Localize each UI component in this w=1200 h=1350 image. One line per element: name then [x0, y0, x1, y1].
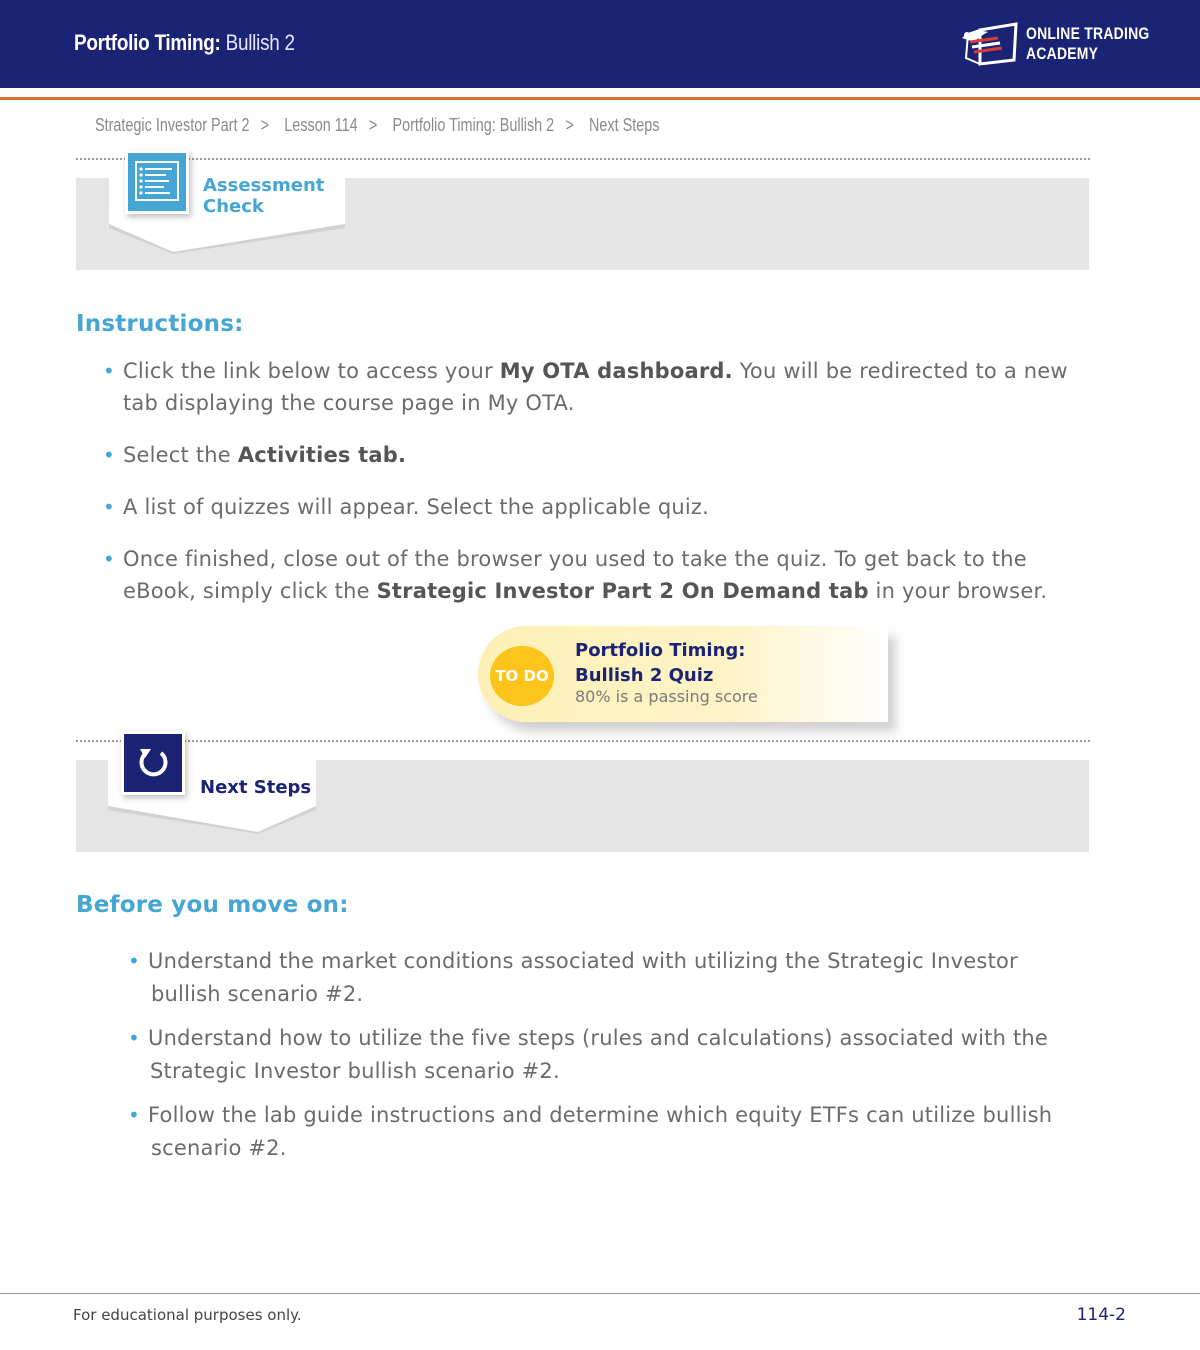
breadcrumb-item-lesson[interactable]: Lesson 114: [284, 115, 358, 135]
list-item-text: bullish scenario #2.: [151, 982, 364, 1006]
page-title-light: Bullish 2: [225, 30, 295, 55]
footer-rule: [0, 1293, 1200, 1294]
list-item-text: Understand the market conditions associated with utilizing the Strategic Investor: [148, 949, 1018, 973]
instructions-heading: Instructions:: [76, 311, 244, 337]
logo-wordmark: [1026, 24, 1149, 64]
list-item-bold[interactable]: My OTA dashboard.: [499, 359, 733, 383]
list-item-text: Once finished, close out of the browser you used to take the quiz. To get back to the eBook, simply click the: [123, 547, 1027, 603]
next-steps-label: Next Steps: [200, 777, 312, 798]
breadcrumb-separator: >: [368, 115, 378, 135]
quiz-todo-card[interactable]: [478, 626, 888, 722]
bullet-icon: •: [103, 359, 115, 383]
list-item-text: scenario #2.: [151, 1136, 287, 1160]
list-item: [128, 1099, 1108, 1165]
assessment-label-line-2: Check: [203, 196, 264, 217]
list-item-text: Follow the lab guide instructions and determine which equity ETFs can utilize bullish: [148, 1103, 1053, 1127]
breadcrumb-item-next-steps[interactable]: Next Steps: [589, 115, 660, 135]
page-number: 114-2: [1076, 1305, 1126, 1325]
quiz-passing-score: 80% is a passing score: [575, 687, 758, 706]
quiz-title[interactable]: [575, 638, 875, 688]
list-item-text: in your browser.: [868, 579, 1048, 603]
list-item: [103, 491, 1093, 523]
ota-logo: [958, 20, 1150, 70]
bullet-icon: •: [128, 1026, 140, 1050]
list-item-text: Strategic Investor bullish scenario #2.: [150, 1059, 560, 1083]
bullet-icon: •: [103, 547, 115, 571]
page-header: [0, 0, 1200, 88]
footer-disclaimer: For educational purposes only.: [73, 1306, 302, 1324]
list-item: [128, 1022, 1108, 1088]
breadcrumb-item-topic[interactable]: Portfolio Timing: Bullish 2: [392, 115, 555, 135]
page-title-strong: Portfolio Timing:: [74, 30, 221, 55]
quiz-title-line-1: Portfolio Timing:: [575, 640, 746, 661]
checklist-icon: [125, 150, 189, 214]
list-item: [103, 543, 1093, 607]
breadcrumb: [95, 115, 671, 136]
bullet-icon: •: [128, 949, 140, 973]
breadcrumb-separator: >: [260, 115, 270, 135]
header-accent-rule: [0, 97, 1200, 100]
list-item-bold: Strategic Investor Part 2 On Demand tab: [376, 579, 869, 603]
breadcrumb-separator: >: [565, 115, 574, 135]
list-item: [103, 439, 1093, 471]
assessment-label: [203, 175, 324, 217]
page-title: [74, 30, 295, 56]
list-item-text: Click the link below to access your: [123, 359, 500, 383]
logo-line-1: ONLINE TRADING: [1026, 24, 1150, 43]
list-item-text: A list of quizzes will appear. Select the applicable quiz.: [123, 495, 710, 519]
logo-line-2: ACADEMY: [1026, 44, 1099, 63]
list-item-text: Understand how to utilize the five steps (rules and calculations) associated with the: [148, 1026, 1049, 1050]
assessment-label-line-1: Assessment: [203, 175, 325, 196]
breadcrumb-item-course[interactable]: Strategic Investor Part 2: [95, 115, 250, 135]
ota-eagle-book-logo-icon: [958, 20, 1022, 68]
bullet-icon: •: [128, 1103, 140, 1127]
bullet-icon: •: [103, 495, 115, 519]
list-item: [128, 945, 1108, 1011]
refresh-icon: [121, 731, 185, 795]
bullet-icon: •: [103, 443, 115, 467]
list-item-text: Select the: [123, 443, 238, 467]
quiz-title-line-2: Bullish 2 Quiz: [575, 665, 714, 686]
list-item-bold: Activities tab.: [237, 443, 407, 467]
todo-badge: TO DO: [490, 646, 554, 706]
list-item-text: You will be redirected to a new tab displaying the course page in My OTA.: [123, 359, 1068, 415]
before-move-on-heading: Before you move on:: [76, 892, 349, 918]
list-item: [103, 355, 1093, 419]
